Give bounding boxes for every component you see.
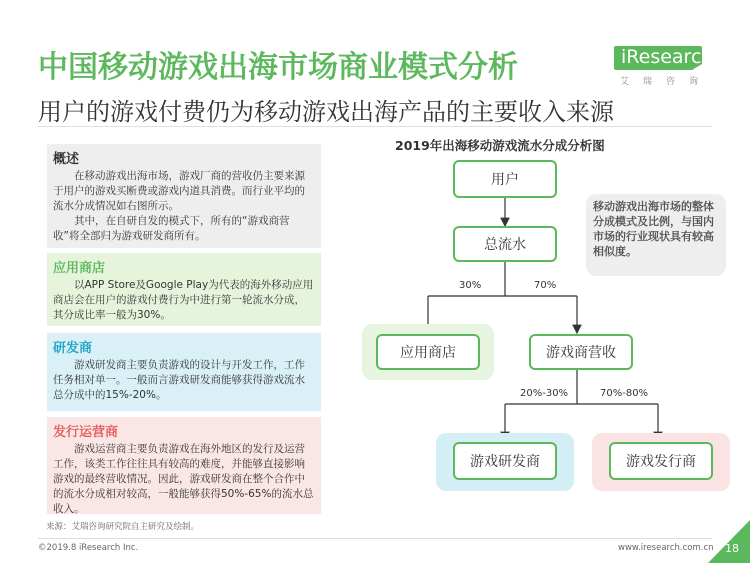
node-app-store: 应用商店 [376,334,480,370]
page-subtitle: 用户的游戏付费仍为移动游戏出海产品的主要收入来源 [38,98,614,126]
panel-developer-title: 研发商 [53,341,93,356]
source-note: 来源：艾瑞咨询研究院自主研究及绘制。 [46,522,200,532]
panel-publisher-paragraph: 游戏运营商主要负责游戏在海外地区的发行及运营工作，该类工作往往具有较高的难度，并能够直接影响游戏的最终营收情况。因此，游戏研发商在整个合作中的流水分成相对较高，一般能够获得50%-65%的流水总收入。 [53,443,314,515]
panel-overview-paragraph-2: 其中，在自研自发的模式下，所有的“游戏商营收”将全部归为游戏研发商所有。 [53,215,290,242]
node-game-publisher: 游戏发行商 [609,442,713,480]
panel-developer-paragraph: 游戏研发商主要负责游戏的设计与开发工作，工作任务相对单一。一般而言游戏研发商能够获得游戏流水总分成中的15%-20%。 [53,359,305,401]
website-link[interactable]: www.iresearch.com.cn [618,543,714,553]
logo-subtext: 艾瑞咨询 [620,77,713,87]
panel-overview-title: 概述 [53,152,80,167]
node-game-revenue: 游戏商营收 [529,334,633,370]
diagram-title: 2019年出海移动游戏流水分成分析图 [395,138,605,153]
node-user: 用户 [453,160,557,198]
pct-store: 30% [459,280,482,291]
panel-app-store-title: 应用商店 [53,261,106,276]
pct-developer: 20%-30% [520,388,569,399]
pct-publisher: 70%-80% [600,388,649,399]
pct-revenue: 70% [534,280,557,291]
footer-divider [38,538,712,539]
panel-publisher-title: 发行运营商 [53,425,119,440]
node-total-revenue: 总流水 [453,226,557,262]
page-title: 中国移动游戏出海市场商业模式分析 [38,50,518,85]
copyright: ©2019.8 iResearch Inc. [38,543,139,553]
panel-overview-paragraph-1: 在移动游戏出海市场，游戏厂商的营收仍主要来源于用户的游戏买断费或游戏内道具消费。而行业平均的流水分成情况如右图所示。 [53,170,305,212]
panel-app-store-paragraph: 以APP Store及Google Play为代表的海外移动应用商店会在用户的游戏付费行为中进行第一轮流水分成，其分成比率一般为30%。 [53,279,314,321]
callout-text: 移动游戏出海市场的整体分成模式及比例，与国内市场的行业现状具有较高相似度。 [593,200,714,258]
logo-text: iResearch [621,46,714,68]
page-number: 18 [725,542,739,555]
node-game-developer: 游戏研发商 [453,442,557,480]
